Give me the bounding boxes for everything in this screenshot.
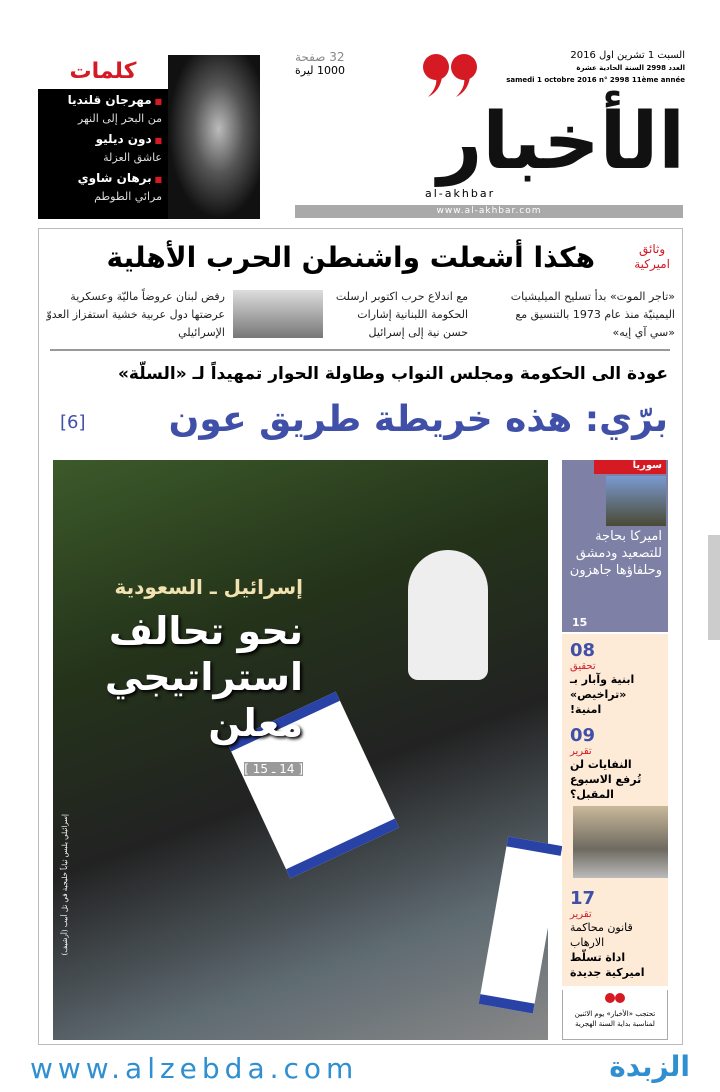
headdress: [408, 550, 488, 680]
syria-photo: [606, 476, 666, 526]
kalimat-box: [38, 55, 260, 219]
kalimat-title: كلمات: [69, 59, 137, 84]
item-head: ■ برهان شاوي: [44, 171, 162, 185]
photo-headline[interactable]: نحو تحالف استراتيجي معلن: [104, 609, 303, 745]
item-page: 09: [570, 725, 596, 746]
point-1: «تاجر الموت» بدأ تسليح الميليشيات اليمينيّة منذ عام 1973 بالتنسيق مع «سي آي إيه»: [510, 290, 675, 339]
sidebar-items: [562, 634, 668, 986]
kalimat-photo: [168, 55, 260, 219]
kalimat-list: [38, 89, 168, 219]
photo-caption: إسرائيلي يلبس ثياباً خليجية في تل أبيب (أرشيف): [61, 814, 69, 956]
top-story-photo: [233, 290, 323, 338]
date-fr: samedi 1 octobre 2016 n° 2998 11ème année: [506, 76, 685, 84]
item-page: 08: [570, 640, 596, 661]
lead-page-ref: [6]: [60, 412, 86, 433]
photo-pages: [ 14 ـ 15 ]: [244, 762, 303, 776]
price: 1000 ليرة: [295, 64, 345, 77]
logo: الأخبار: [437, 97, 685, 187]
site-url[interactable]: www.al-akhbar.com: [295, 205, 683, 218]
syria-text: اميركا بحاجة للتصعيد ودمشق وحلفاؤها جاهزون: [569, 529, 662, 578]
item-page: 17: [570, 888, 596, 909]
quote-icon: [603, 993, 627, 1005]
item-title: اداة تسلّط اميركية جديدة: [570, 951, 645, 979]
item-kicker: تقرير: [570, 746, 592, 757]
kicker-2: اميركية: [634, 257, 670, 271]
point-3: رفض لبنان عروضاً ماليّة وعسكرية عرضتها دول عربية خشية استفزاز العدوّ الإسرائيلي: [46, 290, 225, 339]
garbage-photo: [573, 806, 668, 878]
lead-headline[interactable]: برّي: هذه خريطة طريق عون: [168, 399, 668, 440]
sidebar-item[interactable]: [562, 634, 668, 717]
sidebar-item[interactable]: [562, 717, 668, 878]
kicker-1: وثائق: [639, 242, 666, 256]
scrollbar[interactable]: [708, 535, 720, 640]
notice-box: [562, 990, 668, 1040]
item-kicker: تحقيق: [570, 661, 596, 672]
page-count: 32 صفحة: [295, 50, 345, 64]
list-item[interactable]: [44, 132, 162, 165]
item-text: قانون محاكمة الارهاب: [570, 921, 633, 949]
sidebar-syria[interactable]: [562, 460, 668, 632]
top-story-header: [50, 238, 670, 278]
main-photo[interactable]: [53, 460, 548, 1040]
item-head: ■ دون ديليو: [44, 132, 162, 146]
photo-kicker: إسرائيل ـ السعودية: [114, 575, 303, 599]
footer-url[interactable]: www.alzebda.com: [30, 1052, 359, 1085]
date-ar: السبت 1 تشرين اول 2016: [570, 50, 685, 61]
logo-latin: al-akhbar: [425, 187, 496, 200]
top-story-headline[interactable]: هكذا أشعلت واشنطن الحرب الأهلية: [106, 241, 595, 274]
divider: [50, 349, 670, 351]
item-sub: من البحر إلى النهر: [77, 112, 162, 125]
masthead: [295, 45, 685, 215]
list-item[interactable]: [44, 93, 162, 126]
item-kicker: تقرير: [570, 909, 592, 920]
lead-subhead: عودة الى الحكومة ومجلس النواب وطاولة الحوار تمهيداً لـ «السلّة»: [117, 364, 668, 384]
syria-tag: سوريا: [594, 460, 666, 474]
item-sub: عاشق العزلة: [103, 151, 162, 164]
item-head: ■ مهرجان قلنديا: [44, 93, 162, 107]
item-sub: مرائي الطوطم: [94, 190, 162, 203]
item-title: ابنية وآبار بـ «تراخيص» امنية!: [570, 673, 635, 716]
syria-page: 15: [572, 616, 588, 629]
quote-marks-logo-icon: [420, 49, 480, 99]
sidebar-item[interactable]: [562, 878, 668, 980]
point-2: مع اندلاع حرب اكتوبر ارسلت الحكومة اللبنانية إشارات حسن نية إلى إسرائيل: [335, 290, 468, 339]
footer-brand-logo: الزبدة: [609, 1050, 690, 1083]
item-title: النفايات لن تُرفع الاسبوع المقبل؟: [570, 758, 642, 801]
notice-text: تحتجب «الأخبار» يوم الاثنين لمناسبة بداية السنة الهجرية: [574, 1010, 656, 1028]
list-item[interactable]: [44, 171, 162, 204]
issue-ar: العدد 2998 السنة الحادية عشرة: [576, 64, 685, 72]
